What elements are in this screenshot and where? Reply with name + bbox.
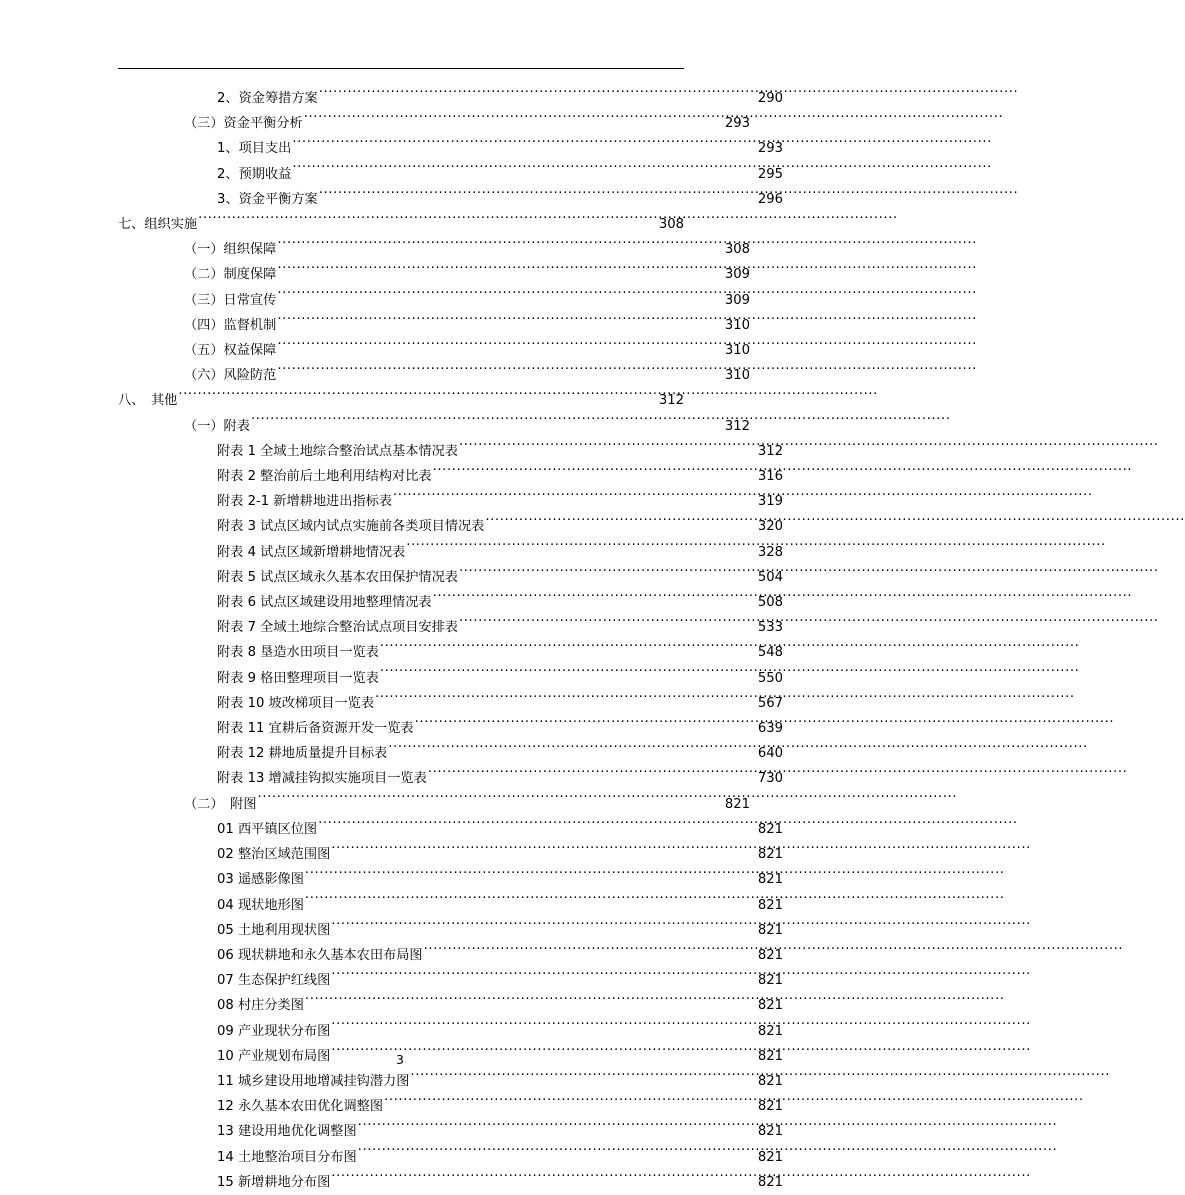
toc-entry-label: （二） 附图: [184, 796, 257, 812]
toc-entry-page: 533: [757, 620, 783, 636]
toc-entry-page: 548: [757, 645, 783, 661]
toc-entry-page: 310: [724, 343, 750, 359]
toc-entry-label: （六）风险防范: [184, 368, 277, 384]
toc-entry-label: 05 土地利用现状图: [217, 922, 331, 938]
toc-entry-label: 1、项目支出: [217, 141, 292, 157]
toc-entry-page: 296: [757, 191, 783, 207]
toc-entry-page: 821: [757, 1048, 783, 1064]
toc-entry-page: 309: [724, 267, 750, 283]
toc-entry-label: （一）组织保障: [184, 242, 277, 258]
toc-entry-page: 821: [757, 1073, 783, 1089]
toc-entry-page: 290: [757, 91, 783, 106]
toc-entry-page: 508: [757, 595, 783, 611]
toc-entry-page: 821: [757, 947, 783, 963]
toc-entry-label: 2、资金筹措方案: [217, 91, 318, 106]
toc-entry-page: 821: [757, 872, 783, 888]
toc-entry-label: 附表 2 整治前后土地利用结构对比表: [217, 469, 432, 485]
toc-entry-page: 821: [757, 897, 783, 913]
toc-entry-label: 08 村庄分类图: [217, 998, 304, 1014]
toc-entry-label: 2、预期收益: [217, 166, 292, 182]
toc-entry-label: 附表 13 增减挂钩拟实施项目一览表: [217, 771, 427, 787]
toc-entry-label: 附表 5 试点区域永久基本农田保护情况表: [217, 569, 458, 585]
toc-entry-label: 03 遥感影像图: [217, 872, 304, 888]
toc-entry-page: 328: [757, 544, 783, 560]
toc-entry-label: 09 产业现状分布图: [217, 1023, 331, 1039]
toc-entry-label: （二）制度保障: [184, 267, 277, 283]
table-of-contents: [0, 86, 800, 1195]
toc-entry-page: 504: [757, 569, 783, 585]
toc-entry-page: 308: [724, 242, 750, 258]
toc-entry-page: 308: [658, 217, 684, 233]
toc-entry-label: 附表 4 试点区域新增耕地情况表: [217, 544, 406, 560]
header-rule: [118, 68, 684, 69]
toc-entry-label: 14 土地整治项目分布图: [217, 1149, 357, 1165]
toc-entry-label: 04 现状地形图: [217, 897, 304, 913]
toc-entry-page: 312: [658, 393, 684, 409]
toc-entry-page: 821: [757, 922, 783, 938]
toc-entry-page: 821: [757, 1099, 783, 1115]
toc-entry-page: 821: [757, 1023, 783, 1039]
toc-entry-label: 02 整治区域范围图: [217, 847, 331, 863]
toc-entry-label: 附表 9 格田整理项目一览表: [217, 670, 379, 686]
toc-entry-label: 12 永久基本农田优化调整图: [217, 1099, 384, 1115]
toc-entry-page: 821: [757, 1174, 783, 1190]
toc-entry-label: （四）监督机制: [184, 317, 277, 333]
toc-entry-page: 320: [757, 519, 783, 535]
toc-entry-label: 七、组织实施: [118, 217, 198, 233]
toc-entry-label: 附表 11 宜耕后备资源开发一览表: [217, 721, 414, 737]
toc-entry-page: 730: [757, 771, 783, 787]
toc-entry-page: 312: [757, 443, 783, 459]
toc-entry-page: 821: [724, 796, 750, 812]
toc-entry-label: 附表 2-1 新增耕地进出指标表: [217, 494, 392, 510]
toc-entry-page: 316: [757, 469, 783, 485]
toc-entry-page: 821: [757, 973, 783, 989]
toc-entry-page: 821: [757, 1149, 783, 1165]
toc-entry-page: 309: [724, 292, 750, 308]
toc-entry-label: 10 产业规划布局图: [217, 1048, 331, 1064]
toc-entry-page: 312: [724, 418, 750, 434]
toc-entry-label: 15 新增耕地分布图: [217, 1174, 331, 1190]
toc-entry[interactable]: [118, 1170, 783, 1195]
toc-entry-label: 11 城乡建设用地增减挂钩潜力图: [217, 1073, 410, 1089]
toc-entry-label: （一）附表: [184, 418, 250, 434]
toc-entry-page: 821: [757, 1124, 783, 1140]
page-number: 3: [396, 1052, 404, 1067]
toc-entry-page: 821: [757, 821, 783, 837]
toc-entry-label: 附表 8 垦造水田项目一览表: [217, 645, 379, 661]
toc-entry-page: 640: [757, 746, 783, 762]
toc-leader-dots: [331, 1173, 757, 1186]
toc-entry-label: 13 建设用地优化调整图: [217, 1124, 357, 1140]
toc-entry-page: 310: [724, 317, 750, 333]
toc-entry-label: （五）权益保障: [184, 343, 277, 359]
toc-entry-label: （三）资金平衡分析: [184, 116, 303, 132]
toc-entry-page: 293: [724, 116, 750, 132]
toc-entry-page: 295: [757, 166, 783, 182]
toc-entry-label: 附表 7 全域土地综合整治试点项目安排表: [217, 620, 458, 636]
toc-entry-label: 06 现状耕地和永久基本农田布局图: [217, 947, 423, 963]
toc-entry-page: 310: [724, 368, 750, 384]
toc-entry-page: 639: [757, 721, 783, 737]
toc-entry-page: 550: [757, 670, 783, 686]
toc-entry-label: 07 生态保护红线图: [217, 973, 331, 989]
toc-entry-label: 附表 12 耕地质量提升目标表: [217, 746, 388, 762]
toc-entry-label: 附表 10 坡改梯项目一览表: [217, 695, 375, 711]
toc-entry-page: 821: [757, 998, 783, 1014]
toc-entry-page: 821: [757, 847, 783, 863]
toc-entry-label: （三）日常宣传: [184, 292, 277, 308]
toc-entry-label: 附表 1 全域土地综合整治试点基本情况表: [217, 443, 458, 459]
toc-entry-label: 附表 6 试点区域建设用地整理情况表: [217, 595, 432, 611]
toc-entry-page: 319: [757, 494, 783, 510]
toc-entry-page: 567: [757, 695, 783, 711]
toc-entry-label: 附表 3 试点区域内试点实施前各类项目情况表: [217, 519, 485, 535]
toc-entry-label: 3、资金平衡方案: [217, 191, 318, 207]
toc-entry-page: 293: [757, 141, 783, 157]
toc-entry-label: 八、 其他: [118, 393, 178, 409]
toc-entry-label: 01 西平镇区位图: [217, 821, 318, 837]
